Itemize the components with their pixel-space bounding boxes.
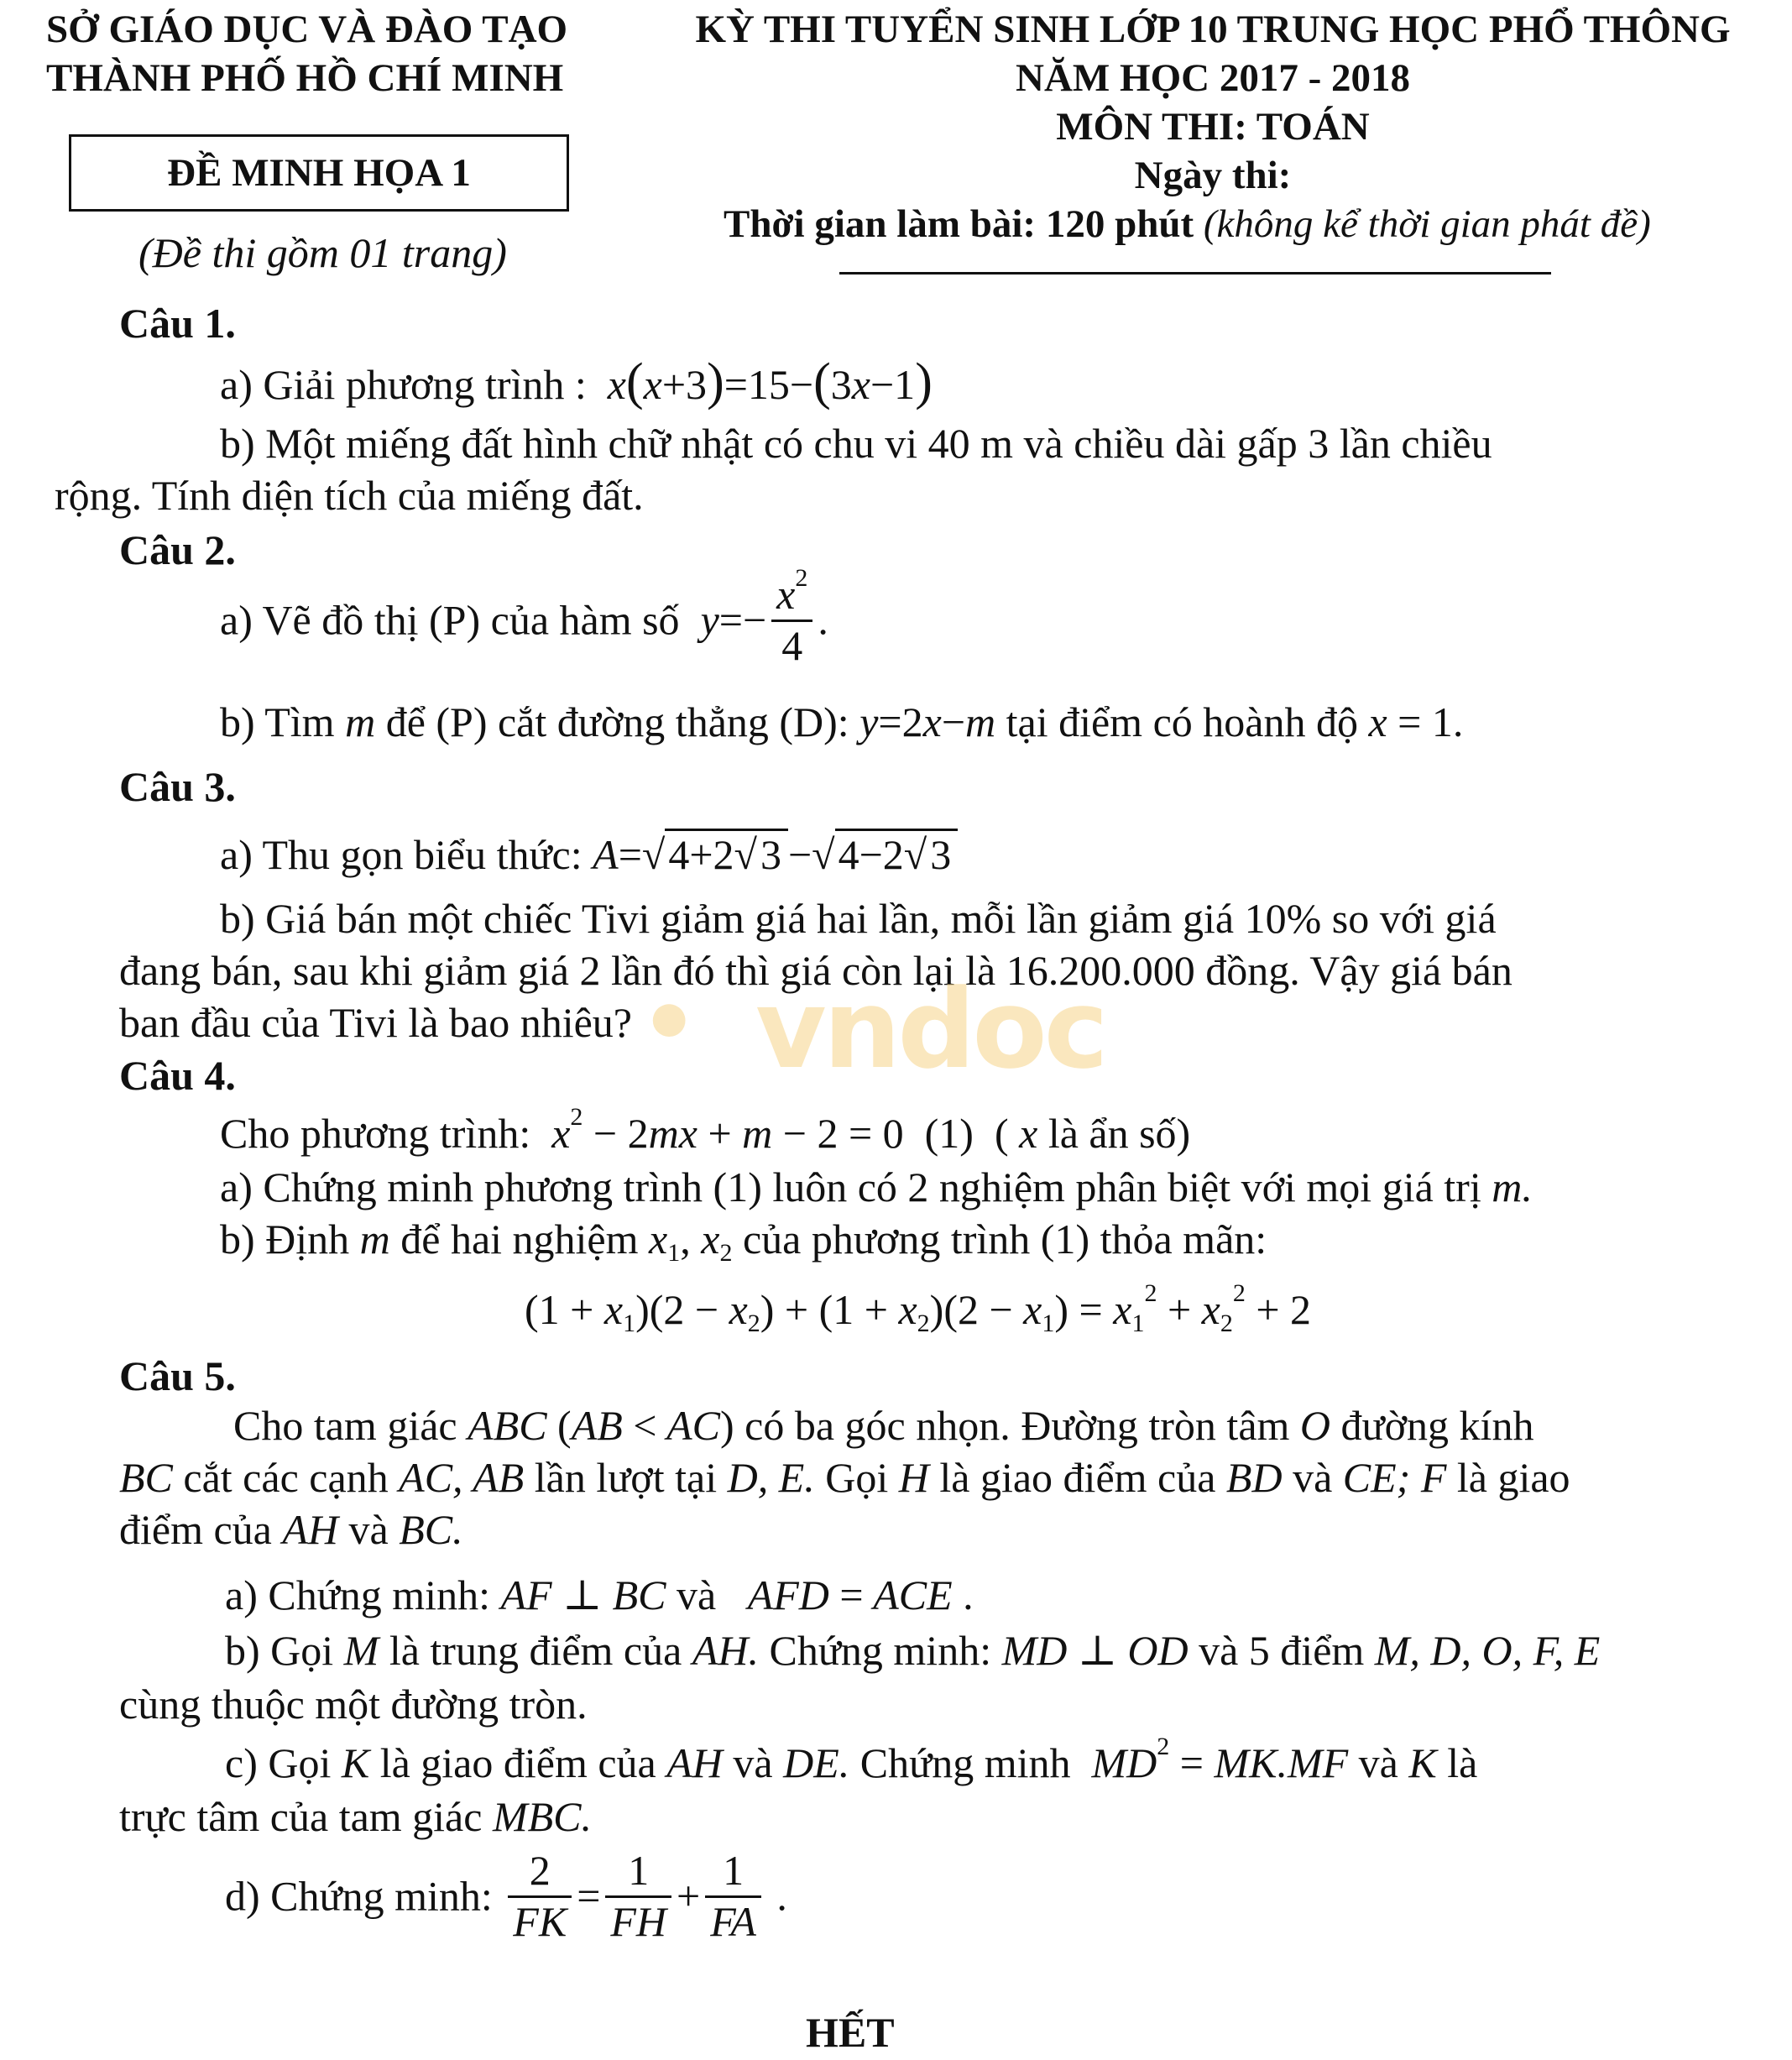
subject: MÔN THI: TOÁN	[1056, 105, 1370, 149]
q5-l2-text-b: lần lượt tại	[534, 1454, 718, 1501]
question-4b-text3: của phương trình (1) thỏa mãn:	[742, 1216, 1267, 1263]
question-4b-text1: b) Định	[220, 1216, 350, 1263]
question-3b-line3: ban đầu của Tivi là bao nhiêu?	[119, 999, 632, 1046]
var-m-4a: m.	[1492, 1163, 1533, 1210]
question-2a-text: a) Vẽ đồ thị (P) của hàm số	[220, 596, 680, 644]
question-5c	[225, 1733, 1478, 1788]
question-4b-text2: để hai nghiệm	[400, 1216, 639, 1263]
question-4a	[220, 1163, 1533, 1212]
roots-x1-x2: $x_1$, $x_2$	[649, 1216, 733, 1267]
watermark-chick-icon: ●	[646, 975, 692, 1059]
seg-BC-end: BC.	[399, 1506, 463, 1553]
question-5-line1	[233, 1402, 1533, 1451]
question-4-intro-tail: là ẩn số)	[1048, 1110, 1191, 1157]
point-M: M	[343, 1627, 379, 1674]
question-3a	[220, 831, 958, 880]
angle-equality: AFD = ACE .	[726, 1571, 974, 1618]
q5-l3-text-b: và	[348, 1506, 389, 1553]
department-line1: SỞ GIÁO DỤC VÀ ĐÀO TẠO	[46, 8, 568, 51]
q5c-text-c: và	[733, 1739, 773, 1786]
equation-1: $x^2 - 2mx + m - 2 = 0$ (1) ( x	[541, 1103, 1038, 1157]
q5c-line2-text: trực tâm của tam giác	[119, 1793, 483, 1840]
question-4b	[220, 1216, 1267, 1267]
question-5-line2	[119, 1454, 1570, 1503]
q5b-text-b: là trung điểm của	[389, 1627, 682, 1674]
exam-title-box	[69, 134, 569, 212]
pages-note: (Đề thi gồm 01 trang)	[138, 229, 507, 276]
q5a-text: a) Chứng minh:	[225, 1571, 490, 1618]
question-4-intro-text: Cho phương trình:	[220, 1110, 531, 1157]
x-equals-1: x = 1.	[1368, 698, 1464, 745]
seg-BD: BD	[1225, 1454, 1283, 1501]
q5b-text-d: và 5 điểm	[1199, 1627, 1365, 1674]
watermark-logo: vndoc	[755, 965, 1105, 1093]
question-5c-line2	[119, 1793, 592, 1842]
question-5b	[225, 1627, 1600, 1676]
duration-note: (không kể thời gian phát đề)	[1203, 202, 1651, 246]
q5c-text-f: là	[1447, 1739, 1478, 1786]
five-points: M, D, O, F, E	[1374, 1627, 1601, 1674]
question-4-intro	[220, 1103, 1191, 1158]
line-equation: y=2x−m	[859, 698, 996, 745]
seg-AH: AH	[282, 1506, 339, 1553]
sides-AC-AB: AC, AB	[399, 1454, 525, 1501]
seg-AH-5b: AH.	[692, 1627, 759, 1674]
question-1a-text: a) Giải phương trình :	[220, 361, 587, 408]
school-year: NĂM HỌC 2017 - 2018	[1016, 56, 1410, 100]
q5-l1-text-a: Cho tam giác	[233, 1402, 457, 1449]
question-3a-text: a) Thu gọn biểu thức:	[220, 831, 583, 878]
q5c-text-b: là giao điểm của	[379, 1739, 656, 1786]
q5d-text: d) Chứng minh:	[225, 1872, 493, 1920]
question-1a	[220, 353, 933, 412]
q5-l2-text-f: là giao	[1456, 1454, 1570, 1501]
q5-l1-text-c: đường kính	[1340, 1402, 1534, 1449]
point-K-2: K	[1408, 1739, 1437, 1786]
q5c-text-d: Chứng minh	[859, 1739, 1071, 1786]
points-D-E: D, E.	[727, 1454, 815, 1501]
triangle-ABC: ABC (AB < AC)	[468, 1402, 734, 1449]
question-3b-line1: b) Giá bán một chiếc Tivi giảm giá hai lần, mỗi lần giảm giá 10% so với giá	[220, 895, 1497, 942]
q5a-mid: và	[677, 1571, 717, 1618]
equation-1a: x(x+3)=15−(3x−1)	[597, 353, 933, 410]
department-line2: THÀNH PHỐ HỒ CHÍ MINH	[46, 56, 564, 100]
q5-l2-text-a: cắt các cạnh	[183, 1454, 389, 1501]
var-m-4b: m	[359, 1216, 390, 1263]
q5c-text-e: và	[1358, 1739, 1398, 1786]
question-4-title: Câu 4.	[119, 1052, 236, 1099]
af-perp-bc: AF ⊥ BC	[500, 1571, 666, 1618]
question-2b	[220, 698, 1463, 747]
question-5-line3	[119, 1506, 463, 1555]
question-5b-line2: cùng thuộc một đường tròn.	[119, 1681, 588, 1728]
question-1b-line2: rộng. Tính diện tích của miếng đất.	[55, 472, 644, 519]
q5c-text-a: c) Gọi	[225, 1739, 332, 1786]
header-divider	[839, 272, 1551, 274]
md2-equation: $MD^2 = MK.MF$	[1080, 1733, 1349, 1786]
seg-DE: DE.	[783, 1739, 850, 1786]
q5-l2-text-d: là giao điểm của	[939, 1454, 1216, 1501]
q5-l2-text-c: Gọi	[825, 1454, 889, 1501]
fraction-x2-over-4: $\frac{x^2}{4}$	[771, 571, 812, 670]
question-2-title: Câu 2.	[119, 526, 236, 573]
md-perp-od: MD ⊥ OD	[1001, 1627, 1189, 1674]
fraction-1-over-FH: $\frac{1}{FH}$	[605, 1847, 671, 1946]
question-3b-line2: đang bán, sau khi giảm giá 2 lần đó thì giá còn lại là 16.200.000 đồng. Vậy giá bán	[119, 947, 1512, 994]
point-K: K	[341, 1739, 370, 1786]
condition-equation: $(1 + x_1)(2 - x_2) + (1 + x_2)(2 - x_1) = x_1^2 + x_2^2 + 2$	[525, 1279, 1312, 1337]
expression-A: A=√4+2√3 −√4−2√3	[593, 829, 958, 878]
seg-BC: BC	[119, 1454, 173, 1501]
q5-l2-text-e: và	[1293, 1454, 1333, 1501]
fraction-1-over-FA: $\frac{1}{FA}$	[705, 1847, 761, 1946]
q5b-text-c: Chứng minh:	[769, 1627, 992, 1674]
question-2b-text1: b) Tìm	[220, 698, 335, 745]
end-marker: HẾT	[806, 2009, 895, 2056]
point-H: H	[898, 1454, 929, 1501]
q5-l1-text-b: có ba góc nhọn. Đường tròn tâm	[744, 1402, 1290, 1449]
question-1b-line1: b) Một miếng đất hình chữ nhật có chu vi 40 m và chiều dài gấp 3 lần chiều	[220, 420, 1492, 467]
exam-title: ĐỀ MINH HỌA 1	[167, 151, 471, 195]
exam-date: Ngày thi:	[1134, 154, 1292, 197]
question-5d: d) Chứng minh: $\frac{2}{FK}$ = $\frac{1}{FH}$ + $\frac{1}{FA}$ .	[225, 1847, 787, 1945]
question-2a: a) Vẽ đồ thị (P) của hàm số y=− $\frac{x^2}{4}$ .	[220, 564, 828, 669]
fraction-2-over-FK: $\frac{2}{FK}$	[508, 1847, 572, 1946]
seg-CE-F: CE; F	[1342, 1454, 1447, 1501]
var-m: m	[345, 698, 376, 745]
question-2b-text2: để (P) cắt đường thẳng (D):	[385, 698, 849, 745]
seg-AH-5c: AH	[666, 1739, 723, 1786]
exam-duration	[724, 201, 1651, 247]
question-2b-text3: tại điểm có hoành độ	[1006, 698, 1358, 745]
question-3-title: Câu 3.	[119, 763, 236, 810]
point-O: O	[1299, 1402, 1331, 1449]
question-5a	[225, 1571, 974, 1620]
duration-label: Thời gian làm bài: 120 phút	[724, 202, 1194, 246]
question-4a-text: a) Chứng minh phương trình (1) luôn có 2 nghiệm phân biệt với mọi giá trị	[220, 1163, 1481, 1210]
triangle-MBC: MBC.	[492, 1793, 592, 1840]
q5b-text-a: b) Gọi	[225, 1627, 334, 1674]
question-1-title: Câu 1.	[119, 300, 236, 347]
function-2a: y=−	[690, 596, 767, 644]
exam-name: KỲ THI TUYỂN SINH LỚP 10 TRUNG HỌC PHỔ THÔNG	[695, 8, 1731, 51]
question-5-title: Câu 5.	[119, 1352, 236, 1399]
q5-l3-text-a: điểm của	[119, 1506, 272, 1553]
